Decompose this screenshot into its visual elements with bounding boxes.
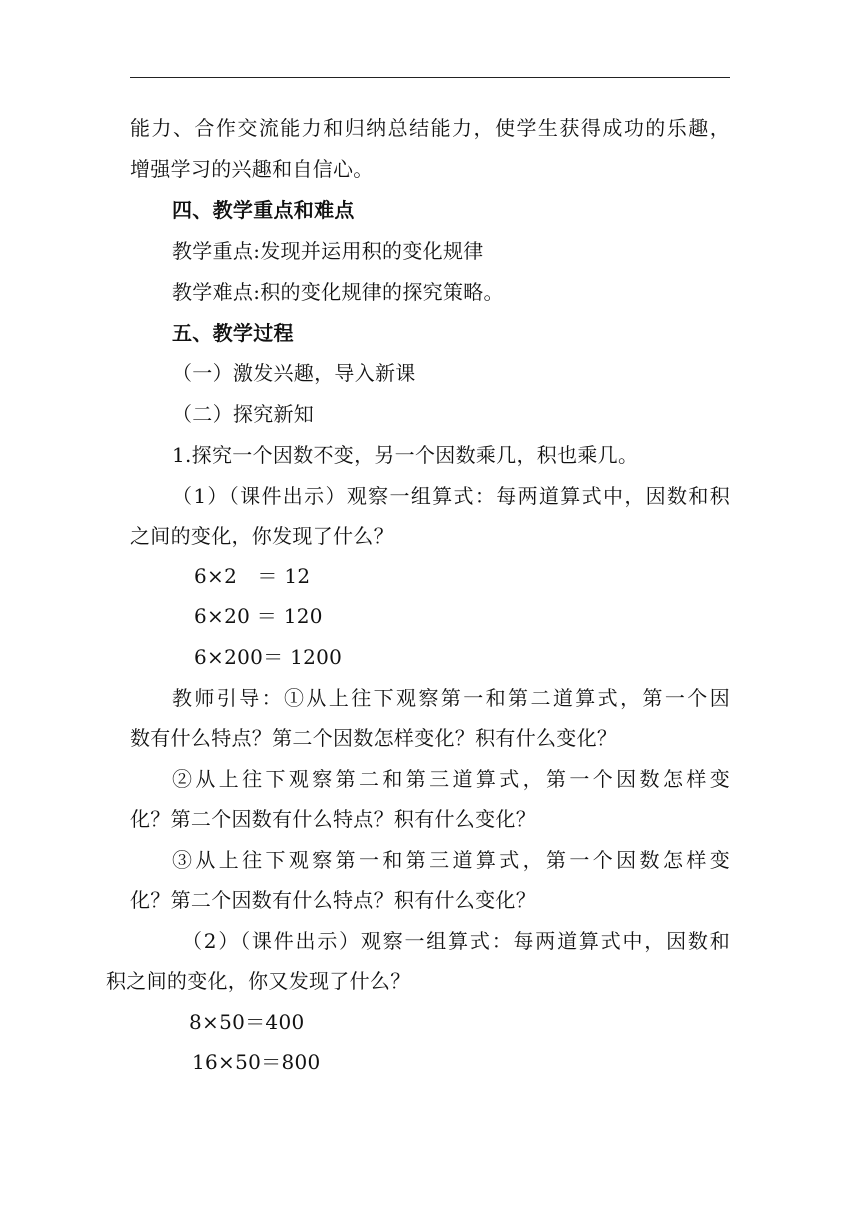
paragraph-line: ②从上往下观察第二和第三道算式，第一个因数怎样变 [172, 767, 730, 791]
section-heading: 五、教学过程 [172, 321, 294, 345]
key-point-line: 教学重点:发现并运用积的变化规律 [172, 239, 484, 263]
paragraph-line: ③从上往下观察第一和第三道算式，第一个因数怎样变 [172, 848, 730, 872]
paragraph-line: 化？第二个因数有什么特点？积有什么变化？ [130, 807, 536, 831]
equation: 6×20 ＝ 120 [194, 604, 323, 628]
difficult-point-line: 教学难点:积的变化规律的探究策略。 [172, 280, 504, 304]
paragraph-line: （1）（课件出示）观察一组算式：每两道算式中，因数和积 [172, 484, 730, 508]
paragraph-line: 数有什么特点？第二个因数怎样变化？积有什么变化？ [130, 726, 618, 750]
paragraph-line: 能力、合作交流能力和归纳总结能力，使学生获得成功的乐趣， [130, 116, 730, 140]
equation: 16×50＝800 [192, 1050, 321, 1074]
section-heading: 四、教学重点和难点 [172, 198, 355, 222]
paragraph-line: 增强学习的兴趣和自信心。 [130, 157, 374, 181]
header-rule [130, 77, 730, 78]
paragraph-line: 教师引导：①从上往下观察第一和第二道算式，第一个因 [172, 686, 730, 710]
paragraph-line: （2）（课件出示）观察一组算式：每两道算式中，因数和 [182, 929, 730, 953]
paragraph-line: 化？第二个因数有什么特点？积有什么变化？ [130, 888, 536, 912]
equation: 6×200＝ 1200 [194, 645, 343, 669]
equation: 8×50＝400 [189, 1010, 305, 1034]
paragraph-line: 之间的变化，你发现了什么？ [130, 524, 394, 548]
subsection-heading: （一）激发兴趣，导入新课 [172, 361, 416, 385]
subsection-heading: （二）探究新知 [172, 402, 315, 426]
paragraph-line: 积之间的变化，你又发现了什么？ [106, 969, 411, 993]
paragraph-line: 1.探究一个因数不变，另一个因数乘几，积也乘几。 [172, 443, 639, 467]
equation: 6×2 ＝ 12 [194, 564, 311, 588]
